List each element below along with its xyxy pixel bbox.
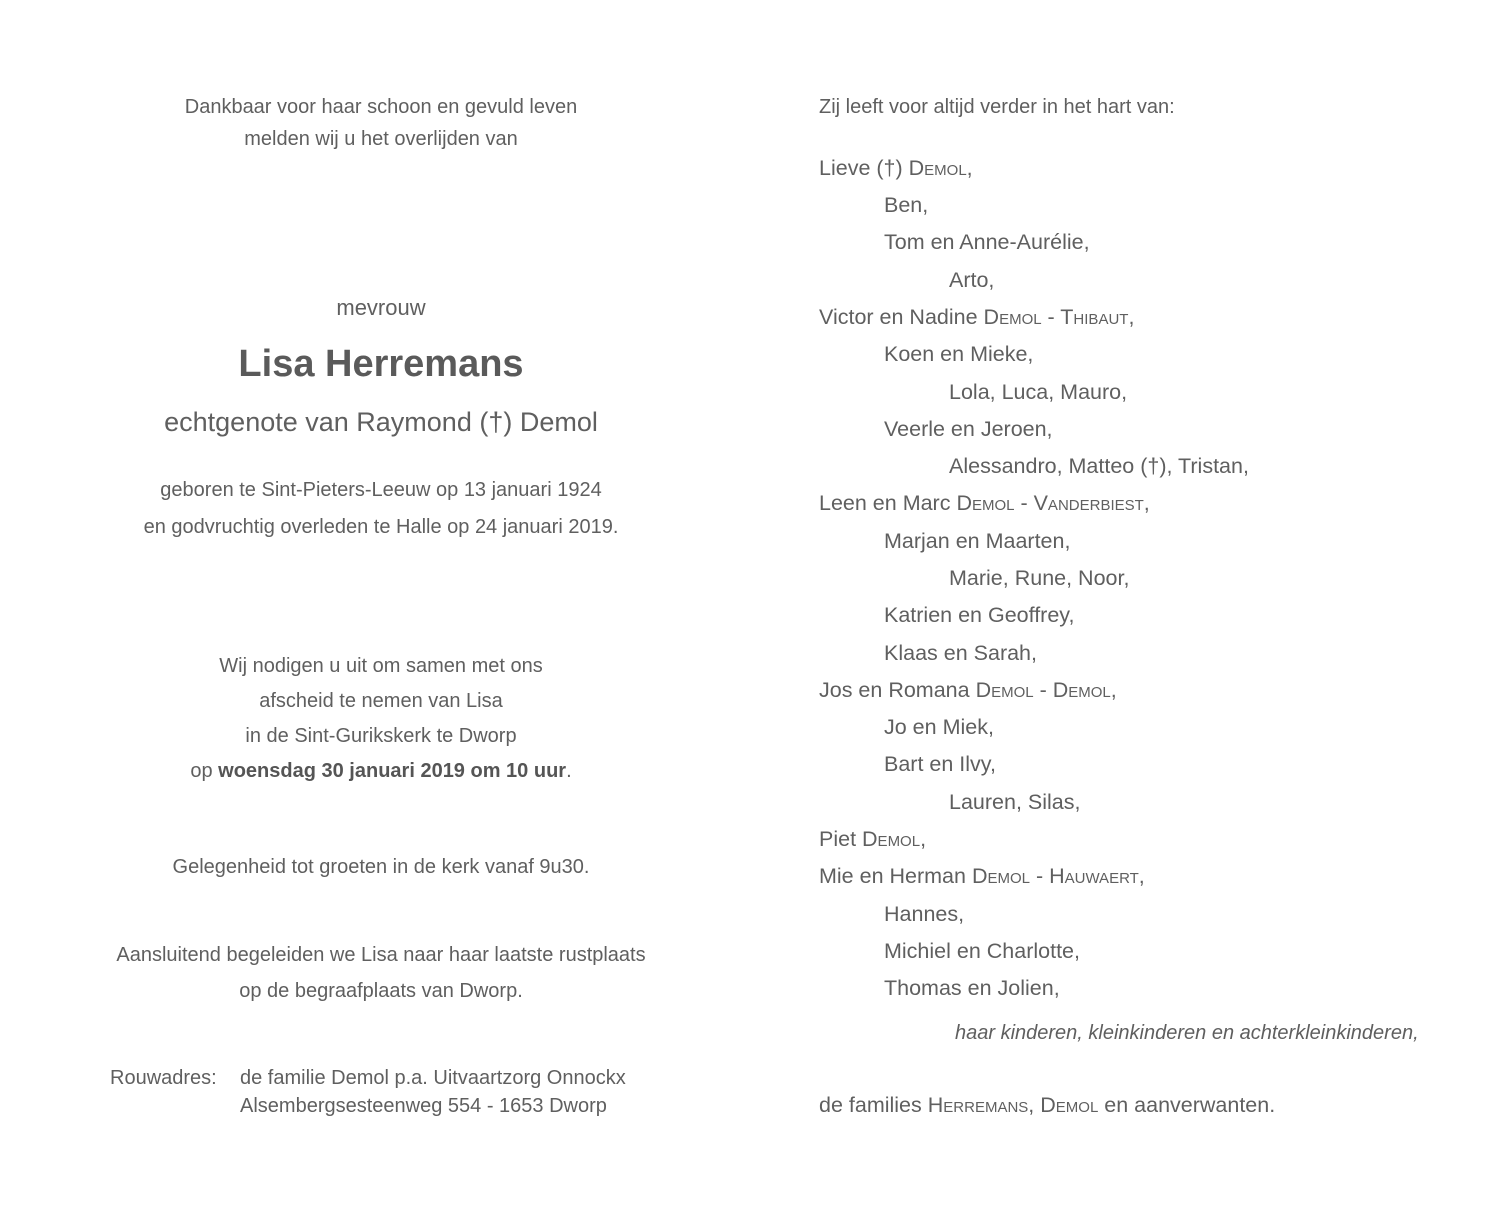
intro-line-2: melden wij u het overlijden van [244, 128, 518, 150]
address-line-1: de familie Demol p.a. Uitvaartzorg Onnockx [240, 1067, 626, 1089]
family-entry: Veerle en Jeroen, [884, 417, 1053, 441]
family-entry: Lauren, Silas, [949, 790, 1081, 814]
birth-line: geboren te Sint-Pieters-Leeuw op 13 januari 1924 [160, 479, 602, 501]
family-entry: Katrien en Geoffrey, [884, 603, 1075, 627]
family-entry: Klaas en Sarah, [884, 641, 1037, 665]
family-entry: Lieve (†) Demol, [819, 156, 973, 180]
spouse-line: echtgenote van Raymond (†) Demol [164, 407, 598, 437]
death-line: en godvruchtig overleden te Halle op 24 januari 2019. [143, 516, 619, 538]
closing-line: de families Herremans, Demol en aanverwanten. [819, 1093, 1276, 1117]
greeting-line: Gelegenheid tot groeten in de kerk vanaf 9u30. [172, 856, 590, 878]
family-entry: Jos en Romana Demol - Demol, [819, 678, 1117, 702]
honorific: mevrouw [336, 295, 426, 320]
address-line-2: Alsembergsesteenweg 554 - 1653 Dworp [240, 1095, 607, 1117]
burial-line-2: op de begraafplaats van Dworp. [239, 980, 523, 1002]
deceased-name: Lisa Herremans [238, 343, 524, 385]
family-entry: Mie en Herman Demol - Hauwaert, [819, 864, 1145, 888]
family-entry: Lola, Luca, Mauro, [949, 380, 1128, 404]
relation-line: haar kinderen, kleinkinderen en achterkleinkinderen, [955, 1022, 1419, 1044]
family-entry: Alessandro, Matteo (†), Tristan, [949, 454, 1249, 478]
family-entry: Bart en Ilvy, [884, 752, 996, 776]
family-entry: Arto, [949, 268, 995, 292]
family-entry: Victor en Nadine Demol - Thibaut, [819, 305, 1135, 329]
family-entry: Marie, Rune, Noor, [949, 566, 1130, 590]
family-entry: Tom en Anne-Aurélie, [884, 230, 1090, 254]
invitation-line-3: in de Sint-Gurikskerk te Dworp [245, 725, 517, 747]
invitation-line-1: Wij nodigen u uit om samen met ons [219, 655, 543, 677]
ceremony-suffix: . [566, 760, 572, 782]
ceremony-line [76, 755, 686, 787]
family-entry: Michiel en Charlotte, [884, 939, 1080, 963]
family-entry: Koen en Mieke, [884, 342, 1034, 366]
intro-line-1: Dankbaar voor haar schoon en gevuld leven [184, 96, 578, 118]
address-label: Rouwadres: [110, 1067, 217, 1089]
burial-line-1: Aansluitend begeleiden we Lisa naar haar laatste rustplaats [116, 944, 646, 966]
ceremony-prefix: op [190, 760, 219, 782]
family-entry: Thomas en Jolien, [884, 976, 1060, 1000]
ceremony-date: woensdag 30 januari 2019 om 10 uur [218, 760, 567, 782]
family-entry: Ben, [884, 193, 929, 217]
family-entry: Jo en Miek, [884, 715, 994, 739]
family-entry: Piet Demol, [819, 827, 927, 851]
invitation-line-2: afscheid te nemen van Lisa [259, 690, 503, 712]
family-entry: Hannes, [884, 902, 965, 926]
family-entry: Marjan en Maarten, [884, 529, 1071, 553]
family-heading: Zij leeft voor altijd verder in het hart van: [819, 96, 1175, 118]
family-entry: Leen en Marc Demol - Vanderbiest, [819, 491, 1150, 515]
